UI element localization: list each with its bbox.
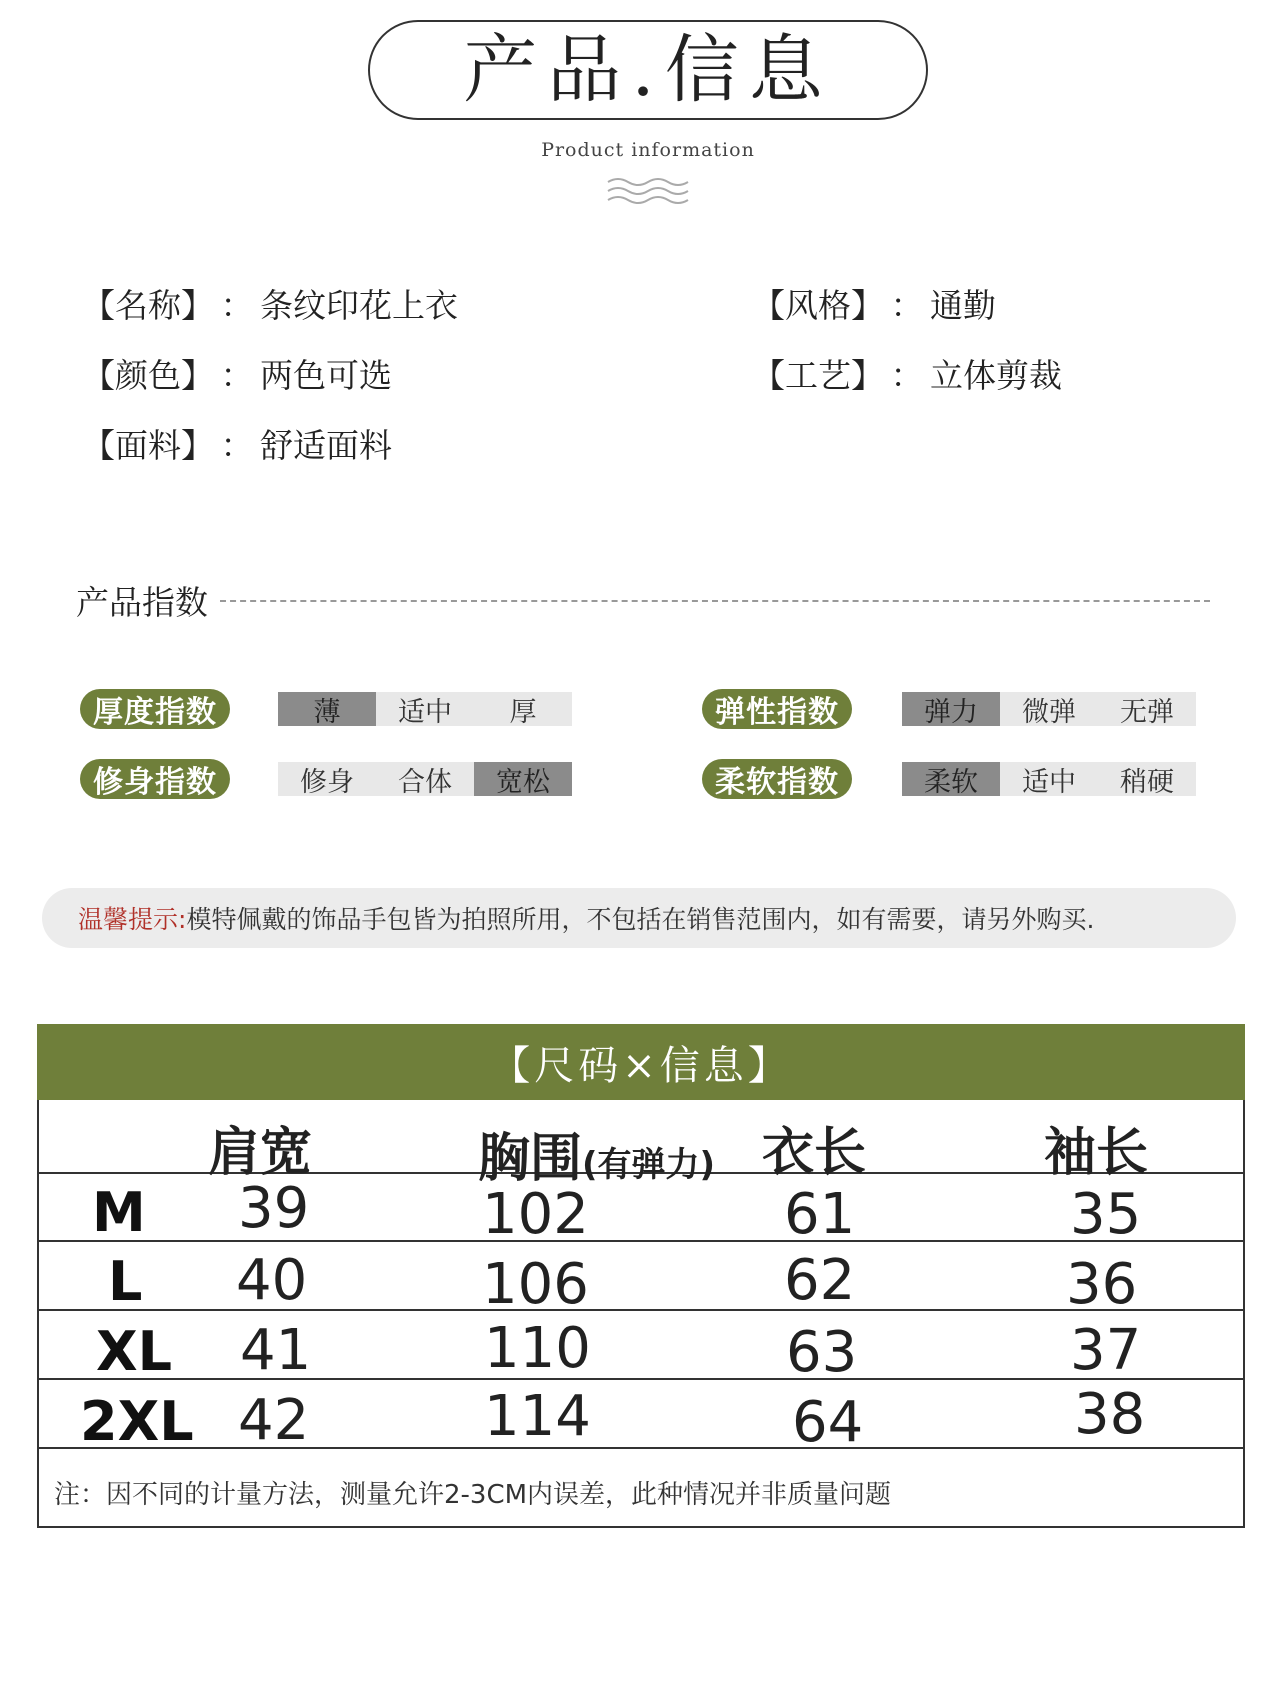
badge-elasticity: 弹性指数	[702, 689, 852, 729]
info-color	[82, 350, 392, 397]
cell-shoulder: 42	[238, 1388, 310, 1453]
page-subtitle: Product information	[541, 139, 755, 161]
badge-softness: 柔软指数	[702, 759, 852, 799]
notice-label: 温馨提示:	[78, 905, 187, 934]
info-separator: ：	[220, 356, 254, 395]
cell-sleeve: 38	[1074, 1382, 1146, 1447]
index-section-title: 产品指数	[76, 583, 208, 622]
cell-chest: 114	[484, 1384, 591, 1449]
cell-sleeve: 35	[1070, 1182, 1142, 1247]
scale-fit	[278, 762, 572, 796]
info-fabric	[82, 420, 392, 467]
title-pill	[368, 20, 928, 120]
info-separator: ：	[890, 286, 924, 325]
notice-text: 模特佩戴的饰品手包皆为拍照所用，不包括在销售范围内，如有需要，请另外购买.	[186, 905, 1095, 934]
notice-banner	[42, 888, 1236, 948]
cell-shoulder: 41	[240, 1318, 312, 1383]
scale-thickness	[278, 692, 572, 726]
info-fabric-value: 舒适面料	[260, 426, 392, 465]
column-header-chest-label: 胸围	[478, 1129, 583, 1189]
scale-option: 宽松	[474, 762, 572, 796]
scale-option: 弹力	[902, 692, 1000, 726]
table-divider	[37, 1309, 1245, 1311]
info-craft-value: 立体剪裁	[930, 356, 1062, 395]
cell-shoulder: 39	[238, 1176, 310, 1241]
wave-decoration-icon	[606, 176, 690, 206]
column-header-chest	[478, 1116, 715, 1191]
scale-option: 柔软	[902, 762, 1000, 796]
table-divider	[37, 1378, 1245, 1380]
size-label: 2XL	[80, 1390, 194, 1453]
scale-option: 无弹	[1098, 692, 1196, 726]
info-color-label: 【颜色】	[82, 356, 214, 395]
scale-option: 薄	[278, 692, 376, 726]
cell-length: 63	[786, 1320, 858, 1385]
size-label: XL	[96, 1320, 173, 1383]
cell-length: 64	[792, 1390, 864, 1455]
info-fabric-label: 【面料】	[82, 426, 214, 465]
column-header-length: 衣长	[762, 1123, 867, 1183]
scale-option: 厚	[474, 692, 572, 726]
info-name-value: 条纹印花上衣	[260, 286, 458, 325]
dashed-divider	[220, 600, 1210, 602]
info-separator: ：	[890, 356, 924, 395]
scale-softness	[902, 762, 1196, 796]
info-separator: ：	[220, 286, 254, 325]
info-name-label: 【名称】	[82, 286, 214, 325]
size-label: M	[92, 1181, 146, 1244]
size-label: L	[108, 1250, 143, 1313]
table-divider	[37, 1240, 1245, 1242]
column-header-shoulder: 肩宽	[208, 1123, 313, 1183]
scale-option: 适中	[376, 692, 474, 726]
cell-sleeve: 37	[1070, 1318, 1142, 1383]
size-table-title: 【尺码×信息】	[37, 1024, 1245, 1100]
scale-elasticity	[902, 692, 1196, 726]
info-style-value: 通勤	[930, 286, 996, 325]
badge-fit: 修身指数	[80, 759, 230, 799]
info-name	[82, 280, 458, 327]
scale-option: 稍硬	[1098, 762, 1196, 796]
cell-chest: 102	[482, 1182, 589, 1247]
scale-option: 修身	[278, 762, 376, 796]
badge-thickness: 厚度指数	[80, 689, 230, 729]
scale-option: 适中	[1000, 762, 1098, 796]
info-craft-label: 【工艺】	[752, 356, 884, 395]
cell-length: 62	[784, 1248, 856, 1313]
cell-shoulder: 40	[236, 1248, 308, 1313]
cell-length: 61	[784, 1182, 856, 1247]
table-divider	[37, 1447, 1245, 1449]
page-title: 产品.信息	[463, 27, 833, 113]
cell-sleeve: 36	[1066, 1252, 1138, 1317]
info-style	[752, 280, 996, 327]
column-header-chest-note: (有弹力)	[582, 1145, 716, 1185]
column-header-sleeve: 袖长	[1044, 1123, 1149, 1183]
info-style-label: 【风格】	[752, 286, 884, 325]
table-footnote: 注：因不同的计量方法，测量允许2-3CM内误差，此种情况并非质量问题	[54, 1480, 892, 1510]
scale-option: 微弹	[1000, 692, 1098, 726]
info-separator: ：	[220, 426, 254, 465]
cell-chest: 110	[484, 1316, 591, 1381]
info-color-value: 两色可选	[260, 356, 392, 395]
info-craft	[752, 350, 1062, 397]
scale-option: 合体	[376, 762, 474, 796]
cell-chest: 106	[482, 1252, 589, 1317]
